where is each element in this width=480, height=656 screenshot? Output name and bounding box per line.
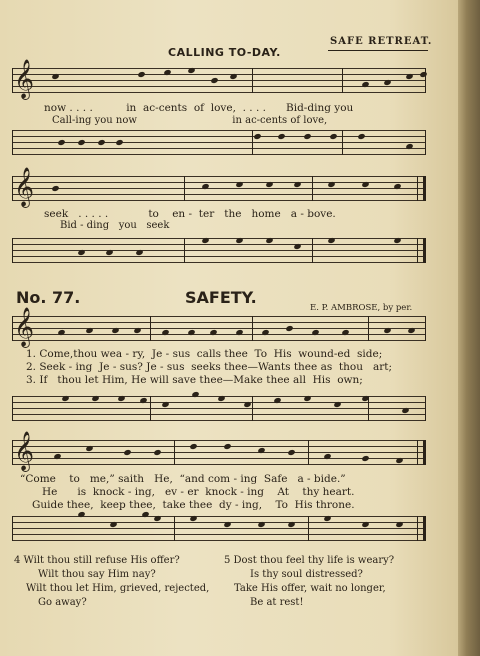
staff-bass-2 — [12, 238, 426, 266]
refrain-line-2: He is knock - ing, ev - er knock - ing At thy heart. — [42, 486, 355, 498]
header-rule — [328, 50, 428, 51]
verse4-line4: Go away? — [38, 597, 87, 608]
treble-clef-icon: 𝄞 — [14, 431, 35, 471]
verse1-line: 1. Come,thou wea - ry, Je - sus calls thee To His wound-ed side; — [26, 348, 383, 360]
treble-clef-icon: 𝄞 — [14, 307, 35, 347]
calling-lyric-2b: Bid - ding you seek — [60, 220, 170, 231]
running-header: SAFE RETREAT. — [330, 36, 433, 47]
staff-treble-4 — [12, 431, 426, 471]
verse5-line3: Take His offer, wait no longer, — [234, 583, 386, 594]
calling-lyric-1b: Call-ing you now in ac-cents of love, — [52, 115, 328, 126]
staff-bass-1 — [12, 130, 426, 158]
staff-treble-2 — [12, 167, 426, 207]
staff-treble-1 — [12, 59, 426, 99]
calling-lyric-1: now . . . . in ac-cents of love, . . . . Bid-ding you — [44, 102, 354, 114]
verse5-line1: 5 Dost thou feel thy life is weary? — [224, 555, 395, 566]
hymn-credit: E. P. AMBROSE, by per. — [310, 303, 413, 313]
verse5-line2: Is thy soul distressed? — [250, 569, 363, 580]
verse4-line2: Wilt thou say Him nay? — [38, 569, 156, 580]
verse2-line: 2. Seek - ing Je - sus? Je - sus seeks thee—Wants thee as thou art; — [26, 361, 393, 373]
treble-clef-icon: 𝄞 — [14, 167, 35, 207]
refrain-line-1: “Come to me,” saith He, “and com - ing Safe a - bide.” — [20, 473, 346, 485]
refrain-line-3: Guide thee, keep thee, take thee dy - ing, To His throne. — [32, 499, 355, 511]
verse5-line4: Be at rest! — [250, 597, 304, 608]
calling-lyric-2: seek . . . . . to en - ter the home a - bove. — [44, 208, 336, 220]
hymn-number: No. 77. — [16, 288, 81, 307]
calling-title: CALLING TO-DAY. — [168, 46, 281, 59]
treble-clef-icon: 𝄞 — [14, 59, 35, 99]
book-spine — [458, 0, 480, 656]
staff-bass-4 — [12, 516, 426, 544]
verse4-line3: Wilt thou let Him, grieved, rejected, — [26, 583, 210, 594]
hymn-title: SAFETY. — [185, 288, 257, 307]
verse3-line: 3. If thou let Him, He will save thee—Make thee all His own; — [26, 374, 363, 386]
verse4-line1: 4 Wilt thou still refuse His offer? — [14, 555, 180, 566]
staff-bass-3 — [12, 396, 426, 424]
